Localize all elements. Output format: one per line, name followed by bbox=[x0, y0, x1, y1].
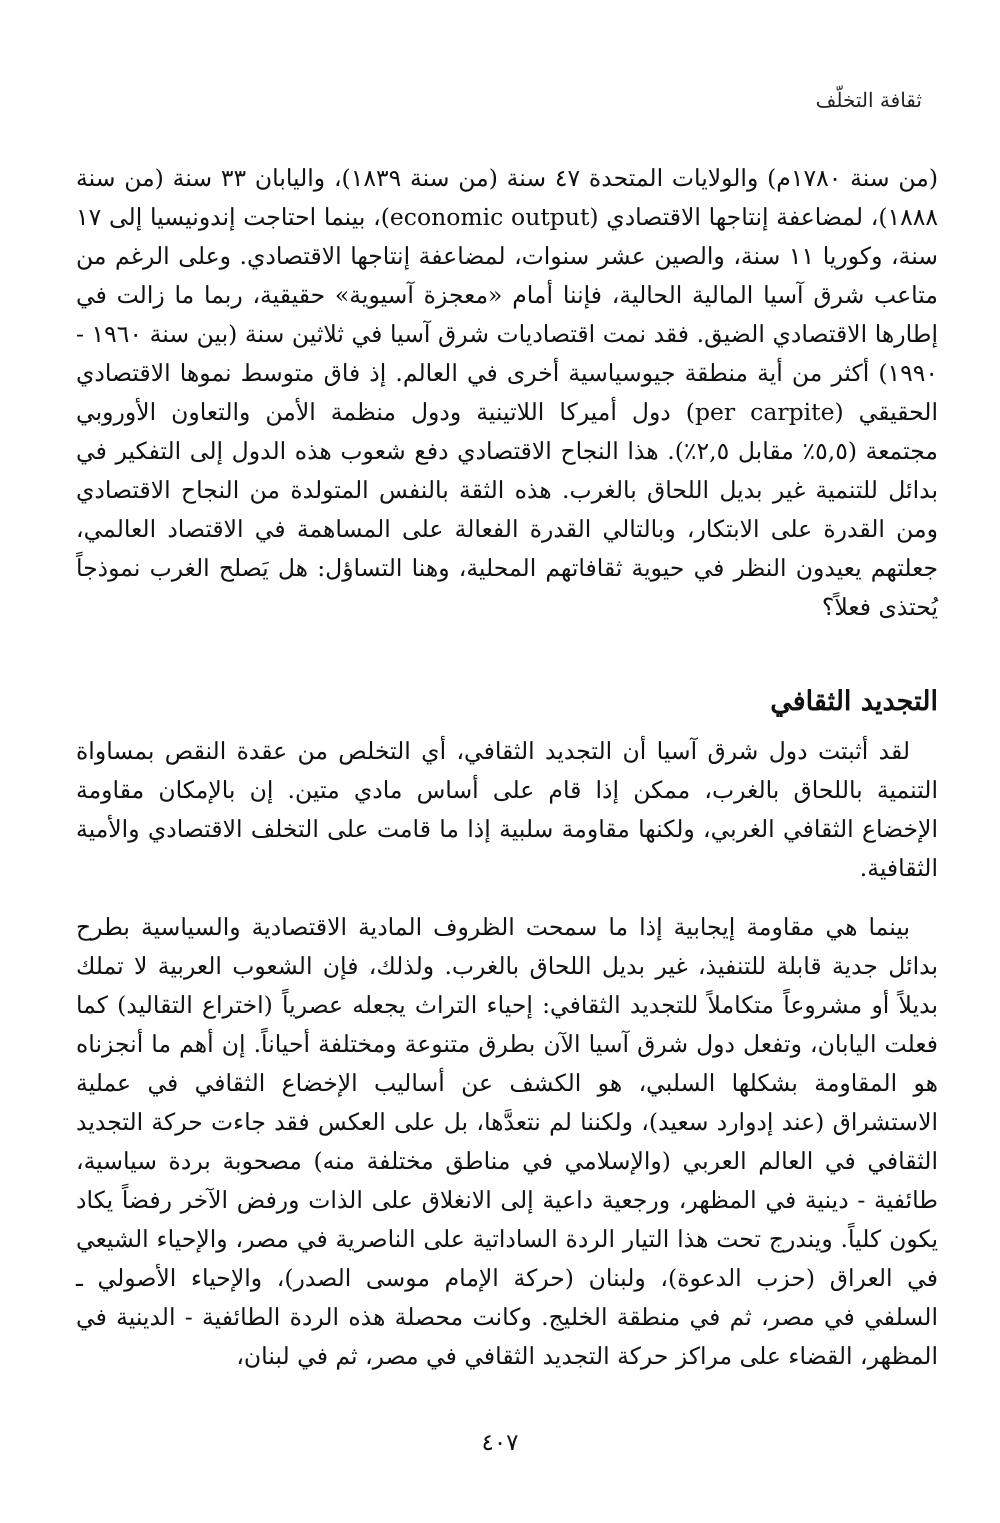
running-header-title: ثقافة التخلّف bbox=[815, 88, 922, 112]
body-paragraph-1: (من سنة ١٧٨٠م) والولايات المتحدة ٤٧ سنة (من سنة ١٨٣٩)، واليابان ٣٣ سنة (من سنة ١٨٨٨)، لمضاعفة إنتاجها الاقتصادي (economic output)، بينما احتاجت إندونيسيا إلى ١٧ سنة، وكوريا ١١ سنة، والصين عشر سنوات، لمضاعفة إنتاجها الاقتصادي. وعلى الرغم من متاعب شرق آسيا المالية الحالية، فإننا أمام «معجزة آسيوية» حقيقية، ربما ما زالت في إطارها الاقتصادي الضيق. فقد نمت اقتصاديات شرق آسيا في ثلاثين سنة (بين سنة ١٩٦٠ - ١٩٩٠) أكثر من أية منطقة جيوسياسية أخرى في العالم. إذ فاق متوسط نموها الاقتصادي الحقيقي (per carpite) دول أميركا اللاتينية ودول منظمة الأمن والتعاون الأوروبي مجتمعة (٥,٥٪ مقابل ٢,٥٪). هذا النجاح الاقتصادي دفع شعوب هذه الدول إلى التفكير في بدائل للتنمية غير بديل اللحاق بالغرب. هذه الثقة بالنفس المتولدة من النجاح الاقتصادي ومن القدرة على الابتكار، وبالتالي القدرة الفعالة على المساهمة في الاقتصاد العالمي، جعلتهم يعيدون النظر في حيوية ثقافاتهم المحلية، وهنا التساؤل: هل يَصلح الغرب نموذجاً يُحتذى فعلاً؟ bbox=[76, 164, 939, 621]
section-heading: التجديد الثقافي bbox=[770, 686, 938, 717]
body-paragraph-2: لقد أثبتت دول شرق آسيا أن التجديد الثقافي، أي التخلص من عقدة النقص بمساواة التنمية باللحاق بالغرب، ممكن إذا قام على أساس مادي متين. إن بالإمكان مقاومة الإخضاع الثقافي الغربي، ولكنها مقاومة سلبية إذا ما قامت على التخلف الاقتصادي والأمية الثقافية. bbox=[76, 737, 938, 882]
body-paragraph-3: بينما هي مقاومة إيجابية إذا ما سمحت الظروف المادية الاقتصادية والسياسية بطرح بدائل جدية قابلة للتنفيذ، غير بديل اللحاق بالغرب. ولذلك، فإن الشعوب العربية لا تملك بديلاً أو مشروعاً متكاملاً للتجديد الثقافي: إحياء التراث يجعله عصرياً (اختراع التقاليد) كما فعلت اليابان، وتفعل دول شرق آسيا الآن بطرق متنوعة ومختلفة أحياناً. إن أهم ما أنجزناه هو المقاومة بشكلها السلبي، هو الكشف عن أساليب الإخضاع الثقافي في عملية الاستشراق (عند إدوارد سعيد)، ولكننا لم نتعدَّها، بل على العكس فقد جاءت حركة التجديد الثقافي في العالم العربي (والإسلامي في مناطق مختلفة منه) مصحوبة بردة سياسية، طائفية - دينية في المظهر، ورجعية داعية إلى الانغلاق على الذات ورفض الآخر رفضاً يكاد يكون كلياً. ويندرج تحت هذا التيار الردة الساداتية على الناصرية في مصر، والإحياء الشيعي في العراق (حزب الدعوة)، ولبنان (حركة الإمام موسى الصدر)، والإحياء الأصولي ـ السلفي في مصر، ثم في منطقة الخليج. وكانت محصلة هذه الردة الطائفية - الدينية في المظهر، القضاء على مراكز حركة التجديد الثقافي في مصر، ثم في لبنان، bbox=[76, 913, 939, 1370]
page-number: ٤٠٧ bbox=[481, 1430, 519, 1456]
